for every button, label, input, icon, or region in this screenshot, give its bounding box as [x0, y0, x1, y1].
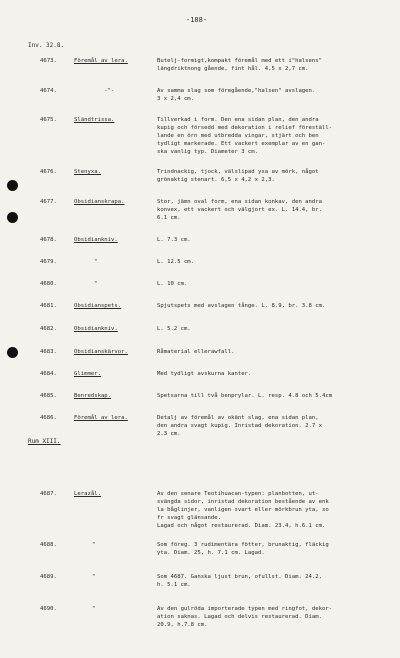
entry-number: 4674. [40, 88, 57, 94]
entry-name: Obsidiankniv. [74, 237, 118, 243]
punch-hole [7, 180, 18, 191]
entry-description: Trindnackig, tjock, välslipad yxa av mörk, något grönaktig stenart. 6,5 x 4,2 x 2,3. [157, 169, 319, 183]
entry-name: " [92, 542, 96, 548]
entry-number: 4679. [40, 259, 57, 265]
entry-name: " [92, 574, 96, 580]
entry-name: Föremål av lera. [74, 58, 128, 64]
entry-description: Butelj-formigt,kompakt föremål med ett i"halsens" längdriktnong gående, fint hål. 4,5 x 2,7 cm. [157, 58, 323, 72]
entry-name: Glimmer. [74, 371, 101, 377]
entry-number: 4685. [40, 393, 57, 399]
entry-number: 4675. [40, 117, 57, 123]
entry-name: Stenyxa. [74, 169, 101, 175]
entry-description: Spetsarna till två benprylar. L. resp. 4.8 och 5.4cm [157, 393, 333, 399]
entry-description: Av den gulröda importerade typen med ringfot, dekor- ation saknas. Lagad och delvis restaurerad. Diam. 20.9, h.7.8 cm. [157, 606, 333, 628]
entry-description: Stor, jämn oval form, ena sidan konkav, den andra konvex, ett vackert och välgjort ex. L. 14.4, br. 6.1 cm. [157, 199, 323, 221]
entry-description: Detalj av föremål av okänt slag, ena sidan plan, den andra svagt kupig. Inristad dekoration. 2.7 x 2.3 cm. [157, 415, 323, 437]
entry-description: Som 4687. Ganska ljust brun, ofullst. Diam. 24.2, h. 5.1 cm. [157, 574, 323, 588]
entry-description: Av samma slag som föregående,"halsen" avslagen. 3 x 2,4 cm. [157, 88, 316, 102]
entry-description: L. 10 cm. [157, 281, 188, 287]
entry-number: 4686. [40, 415, 57, 421]
entry-name: Obsidianskrapa. [74, 199, 125, 205]
entry-description: Tillverkad i form. Den ena sidan plan, den andra kupig och försedd med dekoration i relief föreställ- lande en örn med utbredda vingar, stjärt och ben tydligt markerade. Ett vackert exemplar av en gan- ska vanlig typ. Diameter 3 cm. [157, 117, 333, 155]
entry-name: Obsidiankniv. [74, 326, 118, 332]
entry-description: Av den senare Teotihuacan-typen: planbotten, ut- svängda sidor, inristad dekoration bestående av enk la båglinjer, vanligen svart eller mörkbrun yta, so fr svagt glänsande. Lagad och något restaurerad. Diam. 23.4, h.6.1 cm. [157, 491, 329, 529]
entry-description: L. 5.2 cm. [157, 326, 191, 332]
entry-number: 4681. [40, 303, 57, 309]
entry-description: Som föreg. 3 rudimentära fötter, brunaktig, fläckig yta. Diam. 25, h. 7.1 cm. Lagad. [157, 542, 329, 556]
entry-number: 4673. [40, 58, 57, 64]
entry-name: " [92, 606, 96, 612]
entry-name: -"- [104, 88, 115, 94]
entry-number: 4682. [40, 326, 57, 332]
entry-number: 4678. [40, 237, 57, 243]
entry-number: 4690. [40, 606, 57, 612]
entry-number: 4687. [40, 491, 57, 497]
entry-name: Sländtrissa. [74, 117, 115, 123]
entry-number: 4677. [40, 199, 57, 205]
entry-name: " [94, 259, 98, 265]
entry-number: 4680. [40, 281, 57, 287]
entry-description: Spjutspets med avslagen tånge. L. 8.9, br. 3.8 cm. [157, 303, 326, 309]
inventory-header: Inv. 32.8. [28, 42, 65, 49]
entry-name: Föremål av lera. [74, 415, 128, 421]
entry-name: Obsidianspets. [74, 303, 122, 309]
entry-description: Med tydligt avskurna kanter. [157, 371, 252, 377]
entry-description: L. 7.3 cm. [157, 237, 191, 243]
punch-hole [7, 347, 18, 358]
entry-description: L. 12.5 cm. [157, 259, 195, 265]
entry-name: Benredskap. [74, 393, 112, 399]
entry-name: Obsidianskärvor. [74, 349, 128, 355]
entry-number: 4676. [40, 169, 57, 175]
page-number: -188- [186, 16, 208, 24]
entry-number: 4689. [40, 574, 57, 580]
entry-name: " [94, 281, 98, 287]
entry-description: Råmaterial ellerawfall. [157, 349, 235, 355]
entry-number: 4688. [40, 542, 57, 548]
entry-name: Lerazål. [74, 491, 101, 497]
entry-number: 4684. [40, 371, 57, 377]
punch-hole [7, 212, 18, 223]
entry-number: 4683. [40, 349, 57, 355]
section-heading: Rum XIII. [28, 438, 61, 445]
